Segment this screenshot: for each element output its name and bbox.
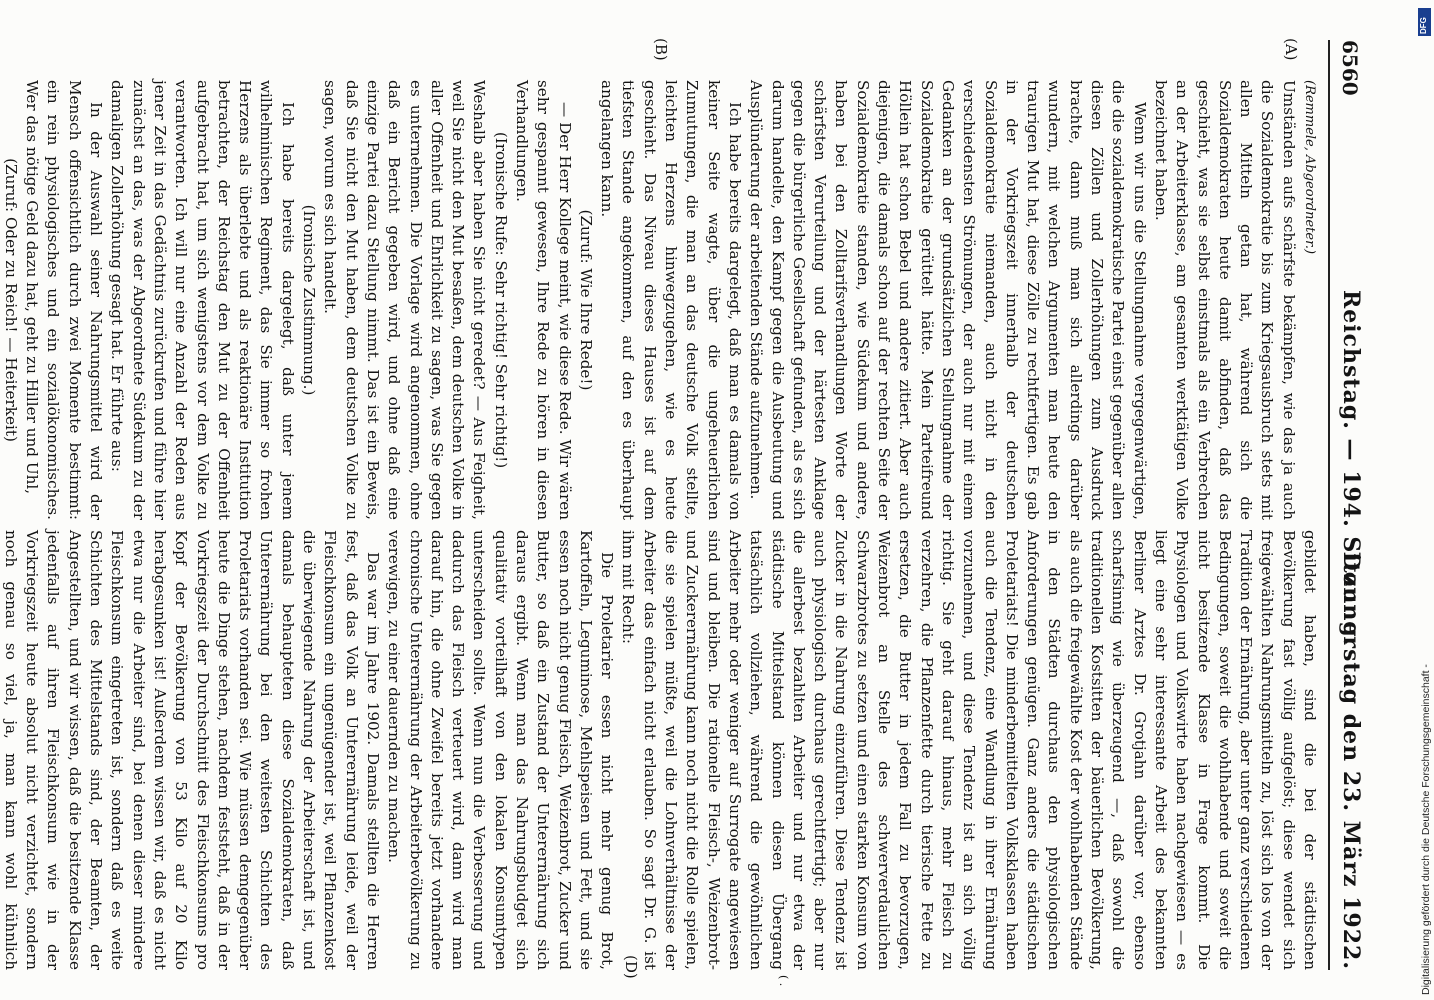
paragraph: — Der Herr Kollege meint, wie diese Rede. Wir wären sehr gespannt gewesen, Ihre Rede zu hören in diesen Verhandlungen. bbox=[513, 80, 574, 520]
paragraph: Ich habe bereits dargelegt, daß man es damals von keiner Seite wagte, über die ungeheuerlichen Zumutungen, die man an das deutsche Volk stellte, leichten Herzens hinwegzugehen, wie es heute geschieht. Das Niveau dieses Hauses ist auf dem tiefsten Stande angekommen, auf den es überhaupt angelangen kann. bbox=[598, 80, 744, 520]
quotation: Die Proletarier essen nicht mehr genug Brot, Kartoffeln, Leguminose, Mehlspeisen und Fett, und sie essen noch nicht genug Fleisch, Weizenbrot, Zucker und Butter, so daß ein Zustand der Unterernährung sich daraus ergibt. Wenn man das Nahrungsbudget sich qualitativ vorteilhaft von den lokalen Konsumtypen unterscheiden sollte. Wenn nun die Verbesserung und dadurch das Fleisch verteuert wird, dann wird man darauf hin, die ohne Zweifel bereits jetzt vorhandene chronische Unterernährung der Arbeiterbevölkerung zu verewigen, zu einer dauernden zu machen. bbox=[385, 530, 617, 970]
session-date: Donnerstag den 23. März 1922. bbox=[1338, 551, 1364, 970]
interjection: (Zuruf: Wie Ihre Rede!) bbox=[576, 209, 595, 391]
page-header bbox=[1328, 40, 1370, 970]
digitization-credit: Digitalisierung gefördert durch die Deutsche Forschungsgemeinschaft - bbox=[1420, 664, 1432, 995]
paragraph: Weshalb aber haben Sie nicht geredet? — Aus Feigheit, weil Sie nicht den Mut besaßen, dem deutschen Volke in aller Offenheit und Ehrlichkeit zu sagen, was Sie gegen es unternehmen. Die Vorlage wird angenommen, ohne daß ein Bericht gegeben wird, und ohne daß eine einzige Partei dazu Stellung nimmt. Das ist ein Beweis, daß Sie nicht den Mut haben, dem deutschen Volke zu sagen, worum es sich handelt. bbox=[321, 80, 489, 520]
margin-marker-a: (A) bbox=[1282, 38, 1300, 61]
session-title: Reichstag. — 194. Sitzung. bbox=[1338, 290, 1364, 647]
left-text-column bbox=[1, 80, 1320, 520]
margin-marker-d: (D) bbox=[622, 955, 640, 979]
page-number: 6560 bbox=[1338, 40, 1362, 96]
paragraph: Das war im Jahre 1902. Damals stellten die Herren fest, daß das Volk an Unterernährung leide, weil der Fleischkonsum ein ungenügender ist, weil Pflanzenkost die überwiegende Nahrung der Arbeiterschaft ist, und damals behaupteten diese Sozialdemokraten, daß Unterernährung bei den weitesten Schichten des Proletariats vorhanden sei. Wie müssen demgegenüber heute die Dinge stehen, nachdem feststeht, daß in der Vorkriegszeit der Durchschnitt des Fleischkonsums pro Kopf der Bevölkerung von 53 Kilo auf 20 Kilo herabgesunken ist! Außerdem wissen wir, daß es nicht etwa nur die Arbeiter sind, bei denen dieser mindere Fleischkonsum eingetreten ist, sondern daß es weite Schichten des Mittelstands sind, der Beamten, der Angestellten, und wir wissen, daß die besitzende Klasse jedenfalls auf ihren Fleischkonsum wie in der Vorkriegszeit heute absolut nicht verzichtet, sondern noch genau so viel, ja, man kann wohl kühnlich bbox=[1, 530, 382, 970]
margin-marker-dot: ( . bbox=[777, 975, 790, 987]
right-text-column bbox=[1, 530, 1320, 971]
quotation: gebildet haben, sind die bei der städtischen Bevölkerung fast völlig aufgelöst; diese wendet sich freigewählten Nahrungsmitteln zu, löst sich los von der Tradition der Ernährung, aber unter ganz verschiedenen Bedingungen, soweit die wohlhabende und soweit die nicht besitzende Klasse in Frage kommt. Die Physiologen und Volkswirte haben nachgewiesen — es liegt eine sehr interessante Arbeit des bekannten Berliner Arztes Dr. Grotjahn darüber vor, ebenso scharfsinnig wie überzeugend —, daß sowohl die traditionellen Kostsitten der bäuerlichen Bevölkerung, als auch die freigewählte Kost der wohlhabenden Stände in den Städten durchaus den physiologischen Anforderungen genügen. Ganz anders die städtischen Proletariats! Die minderbemittelten Volksklassen haben auch die Tendenz, eine Wandlung in ihrer Ernährung vorzunehmen, und diese Tendenz ist an sich völlig richtig. Sie geht darauf hinaus, mehr Fleisch zu verzehren, die Pflanzenfette durch tierische Fette zu ersetzen, die Butter in jedem Fall zu bevorzugen, Weizenbrot an Stelle des schwerverdaulichen Schwarzbrotes zu setzen und einen starken Konsum von Zucker in die Nahrung einzuführen. Diese Tendenz ist auch physiologisch durchaus gerechtfertigt; aber nur die allerbest bezahlten Arbeiter und nur etwa der städtische Mittelstand können diesen Übergang tatsächlich vollziehen, während die gewöhnlichen Arbeiter mehr oder weniger auf Surrogate angewiesen sind und bleiben. Die rationelle Fleisch-, Weizenbrot- und Zuckerernährung kann noch nicht die Rolle spielen, die sie spielen müßte, weil die Lohnverhältnisse der Arbeiter das einfach nicht erlauben. So sagt Dr. G. ist ihm mit Recht: bbox=[619, 530, 1319, 971]
dfg-logo: DFG bbox=[1418, 8, 1431, 36]
margin-marker-b: (B) bbox=[652, 38, 670, 61]
paragraph: Ich habe bereits dargelegt, daß unter jenem wilhelminischen Regiment, das Sie immer so frohen Herzens als überlebte und als reaktionäre Institution betrachten, der Reichstag den Mut zu der Offenheit aufgebracht hat, um sich wenigstens vor dem Volke zu verantworten. Ich will nur eine Anzahl der Reden aus jener Zeit in das Gedächtnis zurückrufen und führe hier zunächst an das, was der Abgeordnete Südekum zu der damaligen Zollerhöhung gesagt hat. Er führte aus: bbox=[108, 80, 297, 520]
paragraph: Umständen aufs schärfste bekämpfen, wie das ja auch die Sozialdemokratie bis zum Kriegsausbruch stets mit allen Mitteln getan hat, während sich die Sozialdemokraten heute damit abfinden, daß das geschieht, was sie selbst einstmals als ein Verbrechen an der Arbeiterklasse, am gesamten werktätigen Volke bezeichnet haben. bbox=[1151, 80, 1298, 520]
interjection: (Zuruf: Oder zu Reich! — Heiterkeit) bbox=[1, 158, 20, 442]
interjection: (Ironische Rufe: Sehr richtig! Sehr richtig!) bbox=[491, 131, 510, 469]
quotation: In der Auswahl seiner Nahrungsmittel wird der Mensch offensichtlich durch zwei Momente bestimmt: ein rein physiologisches und ein sozialökonomisches. Wer das nötige Geld dazu hat, geht zu Hiller und Uhl, bbox=[23, 80, 106, 520]
speaker-label: (Remmele, Abgeordneter.) bbox=[1302, 80, 1317, 255]
interjection: (Ironische Zustimmung.) bbox=[300, 204, 319, 396]
paragraph: Wenn wir uns die Stellungnahme vergegenwärtigen, die die sozialdemokratische Partei einst gegenüber allen diesen Zöllen und Zollerhöhungen zum Ausdruck brachte, dann muß man sich allerdings darüber wundern, mit welchen Argumenten man heute den traurigen Mut hat, diese Zölle zu rechtfertigen. Es gab in der Vorkriegszeit innerhalb der deutschen Sozialdemokratie niemanden, auch nicht in den verschiedensten Strömungen, der auch nur mit einem Gedanken an der grundsätzlichen Stellungnahme der Sozialdemokratie gerüttelt hätte. Mein Parteifreund Höllein hat schon Bebel und andere zitiert. Aber auch diejenigen, die damals schon auf der rechten Seite der Sozialdemokratie standen, wie Südekum und andere, haben bei den Zolltarifsverhandlungen Worte der schärfsten Verurteilung und der härtesten Anklage gegen die bürgerliche Gesellschaft gefunden, als es sich darum handelte, den Kampf gegen die Ausbeutung und Ausplünderung der arbeitenden Stände aufzunehmen. bbox=[747, 80, 1149, 520]
